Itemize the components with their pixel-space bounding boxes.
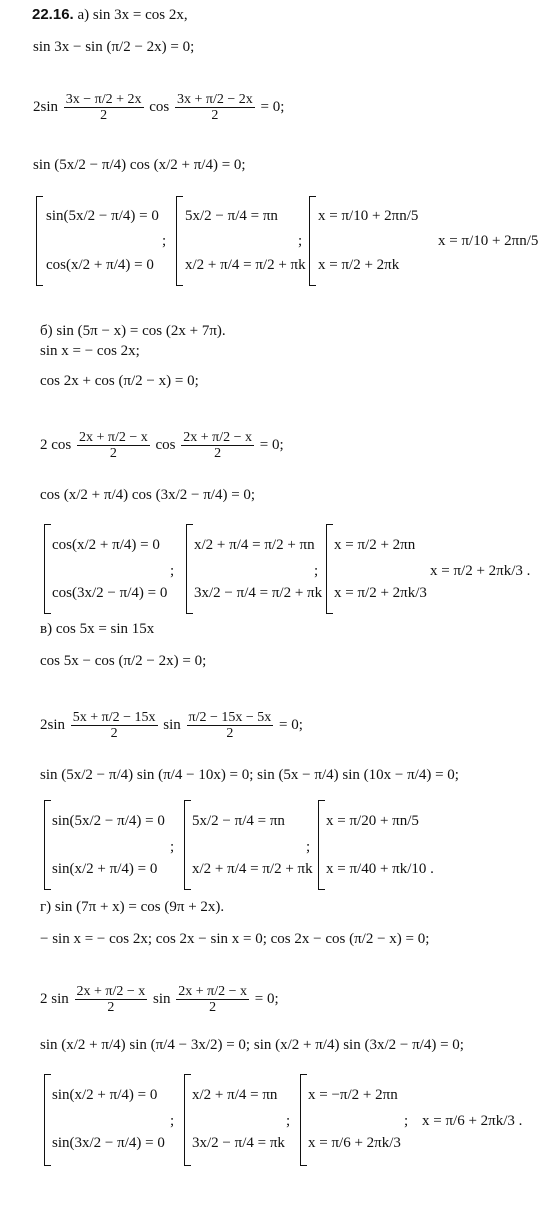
problem-number: 22.16. [32,6,74,23]
bracket [44,1074,51,1166]
part-v-l3-fraction-1 [71,710,158,741]
part-b-line-2: cos 2x + cos (π/2 − x) = 0; [40,373,199,389]
part-g-l3-numerator-2: 2x + π/2 − x [178,984,248,999]
part-a-set-1-eq-2: cos(x/2 + π/4) = 0 [46,257,154,273]
part-v-set-2-eq-1: 5x/2 − π/4 = πn [192,813,285,829]
part-a-set-2-eq-2: x/2 + π/4 = π/2 + πk [185,257,306,273]
part-g-set-1-eq-2: sin(3x/2 − π/4) = 0 [52,1135,165,1151]
part-g-set-2-eq-2: 3x/2 − π/4 = πk [192,1135,285,1151]
part-a-set-3-eq-1: x = π/10 + 2πn/5 [318,208,419,224]
part-b-set-2-eq-2: 3x/2 − π/4 = π/2 + πk [194,585,323,601]
part-g-line-3 [40,984,279,1015]
part-v-set-3-eq-2: x = π/40 + πk/10 . [326,861,434,877]
part-b-set-1-eq-1: cos(x/2 + π/4) = 0 [52,537,160,553]
part-g-title: г) sin (7π + x) = cos (9π + 2x). [40,899,225,915]
part-a-line-4: sin (5x/2 − π/4) cos (x/2 + π/4) = 0; [33,157,246,173]
part-b-set-3-eq-1: x = π/2 + 2πn [334,537,416,553]
part-a-l3-numerator-1: 3x − π/2 + 2x [65,92,142,107]
bracket [318,800,325,890]
part-a-l3-denominator-2: 2 [211,108,219,123]
bracket [300,1074,307,1166]
part-v-set-1-eq-1: sin(5x/2 − π/4) = 0 [52,813,165,829]
part-v-l3-fraction-2 [187,710,274,741]
part-g-l3-denominator-2: 2 [209,1000,217,1015]
part-v-set-3-eq-1: x = π/20 + πn/5 [326,813,419,829]
part-b-set-2-eq-1: x/2 + π/4 = π/2 + πn [194,537,315,553]
part-v-line-2: cos 5x − cos (π/2 − 2x) = 0; [40,653,207,669]
part-a-answer: x = π/10 + 2πn/5 [438,233,539,249]
part-b-l3-denominator-2: 2 [214,446,222,461]
part-b-answer: x = π/2 + 2πk/3 . [430,563,531,579]
part-b-l3-fraction-1 [77,430,150,461]
part-v-l3-numerator-1: 5x + π/2 − 15x [72,710,156,725]
part-b-set-3-eq-2: x = π/2 + 2πk/3 [334,585,427,601]
part-a-l3-numerator-2: 3x + π/2 − 2x [177,92,253,107]
part-g-set-3-eq-2: x = π/6 + 2πk/3 [308,1135,401,1151]
bracket [326,524,333,614]
bracket [44,524,51,614]
part-a-set-3-eq-2: x = π/2 + 2πk [318,257,400,273]
part-b-l3-numerator-1: 2x + π/2 − x [79,430,148,445]
part-a-set-1-eq-1: sin(5x/2 − π/4) = 0 [46,208,159,224]
part-v-l3-sin-1: 2sin [40,716,66,733]
brace [184,800,191,890]
part-b-line-4: cos (x/2 + π/4) cos (3x/2 − π/4) = 0; [40,487,256,503]
part-v-set-1-eq-2: sin(x/2 + π/4) = 0 [52,861,158,877]
part-v-l3-denominator-1: 2 [110,726,118,741]
part-b-l3-fraction-2 [181,430,254,461]
part-g-line-4: sin (x/2 + π/4) sin (π/4 − 3x/2) = 0; sin (x/2 + π/4) sin (3x/2 − π/4) = 0; [40,1037,464,1053]
part-a-l3-fraction-2 [175,92,255,123]
part-a-l3-sin: 2sin [33,98,59,115]
part-g-line-2: − sin x = − cos 2x; cos 2x − sin x = 0; cos 2x − cos (π/2 − x) = 0; [40,931,430,947]
part-g-l3-fraction-1 [75,984,148,1015]
part-b-l3-cos-2: cos [155,436,176,453]
part-b-l3-denominator-1: 2 [109,446,117,461]
part-v-line-4: sin (5x/2 − π/4) sin (π/4 − 10x) = 0; sin (5x − π/4) sin (10x − π/4) = 0; [40,767,459,783]
bracket [36,196,43,286]
part-b-line-1: sin x = − cos 2x; [40,343,140,359]
part-b-set-1-eq-2: cos(3x/2 − π/4) = 0 [52,585,168,601]
part-a-set-2-eq-1: 5x/2 − π/4 = πn [185,208,278,224]
part-a-line-3 [33,92,284,123]
part-v-set-2-eq-2: x/2 + π/4 = π/2 + πk [192,861,313,877]
part-a-line-2: sin 3x − sin (π/2 − 2x) = 0; [33,39,195,55]
part-g-l3-fraction-2 [176,984,249,1015]
part-v-line-3 [40,710,303,741]
part-b-line-3 [40,430,284,461]
part-v-title: в) cos 5x = sin 15x [40,621,155,637]
part-g-set-1-eq-1: sin(x/2 + π/4) = 0 [52,1087,158,1103]
part-g-l3-numerator-1: 2x + π/2 − x [76,984,146,999]
part-g-set-3-eq-1: x = −π/2 + 2πn [308,1087,398,1103]
part-v-l3-numerator-2: π/2 − 15x − 5x [188,710,272,725]
part-b-l3-numerator-2: 2x + π/2 − x [183,430,252,445]
part-b-l3-equals-zero: = 0; [259,436,284,453]
brace [186,524,193,614]
part-a-l3-equals-zero: = 0; [260,98,285,115]
part-v-l3-equals-zero: = 0; [279,716,303,733]
part-g-answer: x = π/6 + 2πk/3 . [422,1113,523,1129]
part-a-equation: а) sin 3x = cos 2x, [77,7,188,23]
part-a-l3-cos: cos [149,98,170,115]
part-g-set-2-eq-1: x/2 + π/4 = πn [192,1087,278,1103]
part-v-l3-sin-2: sin [163,716,181,733]
part-a-title [32,6,188,24]
brace [176,196,183,286]
part-g-l3-equals-zero: = 0; [254,990,279,1007]
part-a-l3-fraction-1 [64,92,144,123]
part-v-l3-denominator-2: 2 [226,726,234,741]
part-a-l3-denominator-1: 2 [100,108,108,123]
brace [184,1074,191,1166]
part-b-title: б) sin (5π − x) = cos (2x + 7π). [40,323,226,339]
bracket [309,196,316,286]
part-g-l3-denominator-1: 2 [107,1000,115,1015]
bracket [44,800,51,890]
part-g-l3-sin-2: sin [153,990,171,1007]
part-b-l3-cos-1: 2 cos [40,436,72,453]
part-g-l3-sin-1: 2 sin [40,990,69,1007]
